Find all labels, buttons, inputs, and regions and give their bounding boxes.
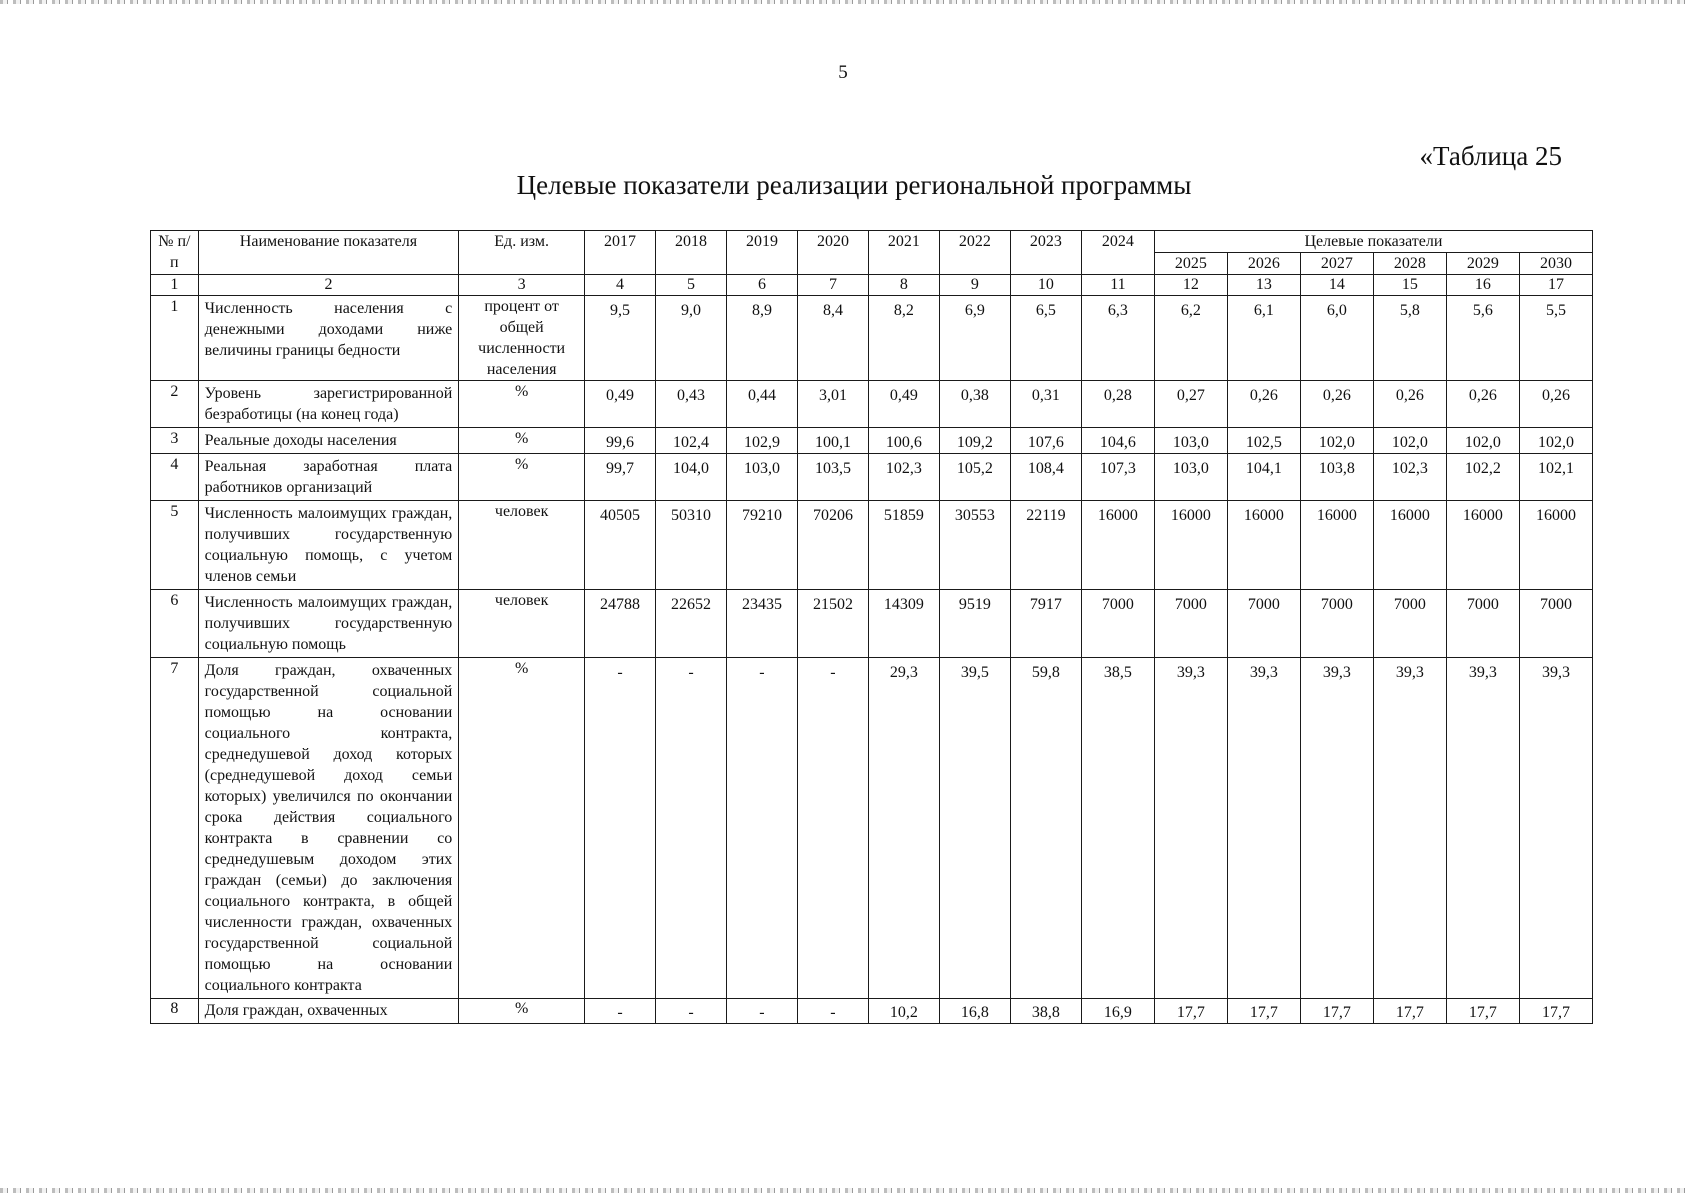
value-cell: 22652 xyxy=(655,590,726,658)
row-num: 3 xyxy=(151,428,199,454)
value-cell: 103,5 xyxy=(797,454,868,501)
header-target-year: 2027 xyxy=(1300,253,1373,275)
unit: % xyxy=(459,658,585,999)
value-cell: 99,6 xyxy=(585,428,656,454)
value-cell: 17,7 xyxy=(1154,999,1227,1024)
value-cell: - xyxy=(726,658,797,999)
row-num: 2 xyxy=(151,381,199,428)
value-cell: 102,0 xyxy=(1373,428,1446,454)
value-cell: 39,5 xyxy=(939,658,1010,999)
value-cell: 0,26 xyxy=(1227,381,1300,428)
row-num: 4 xyxy=(151,454,199,501)
header-target-group: Целевые показатели xyxy=(1154,231,1592,253)
column-number: 17 xyxy=(1519,275,1592,296)
value-cell: - xyxy=(585,999,656,1024)
indicator-name: Уровень зарегистрированной безработицы (на конец года) xyxy=(198,381,459,428)
value-cell: 5,6 xyxy=(1446,296,1519,381)
header-year: 2021 xyxy=(868,231,939,275)
row-num: 5 xyxy=(151,501,199,590)
value-cell: 21502 xyxy=(797,590,868,658)
value-cell: 59,8 xyxy=(1010,658,1081,999)
value-cell: - xyxy=(655,658,726,999)
value-cell: 16000 xyxy=(1300,501,1373,590)
value-cell: 0,38 xyxy=(939,381,1010,428)
value-cell: 103,0 xyxy=(1154,454,1227,501)
table-row xyxy=(151,428,1593,454)
value-cell: 99,7 xyxy=(585,454,656,501)
value-cell: 108,4 xyxy=(1010,454,1081,501)
table-row xyxy=(151,590,1593,658)
indicator-name: Численность малоимущих граждан, получивших государственную социальную помощь xyxy=(198,590,459,658)
row-num: 1 xyxy=(151,296,199,381)
header-year: 2022 xyxy=(939,231,1010,275)
header-target-year: 2030 xyxy=(1519,253,1592,275)
value-cell: 16000 xyxy=(1081,501,1154,590)
unit: процент от общей численности населения xyxy=(459,296,585,381)
value-cell: 38,5 xyxy=(1081,658,1154,999)
value-cell: 100,1 xyxy=(797,428,868,454)
column-number: 8 xyxy=(868,275,939,296)
value-cell: 17,7 xyxy=(1373,999,1446,1024)
value-cell: 0,26 xyxy=(1373,381,1446,428)
value-cell: 16000 xyxy=(1373,501,1446,590)
value-cell: 103,0 xyxy=(726,454,797,501)
header-year: 2019 xyxy=(726,231,797,275)
value-cell: 7000 xyxy=(1300,590,1373,658)
value-cell: 0,26 xyxy=(1300,381,1373,428)
value-cell: 79210 xyxy=(726,501,797,590)
value-cell: 7000 xyxy=(1154,590,1227,658)
value-cell: 105,2 xyxy=(939,454,1010,501)
value-cell: 17,7 xyxy=(1300,999,1373,1024)
indicator-name: Численность населения с денежными доходами ниже величины границы бедности xyxy=(198,296,459,381)
column-number: 1 xyxy=(151,275,199,296)
column-number: 4 xyxy=(585,275,656,296)
value-cell: 7000 xyxy=(1081,590,1154,658)
value-cell: 22119 xyxy=(1010,501,1081,590)
row-num: 8 xyxy=(151,999,199,1024)
value-cell: 102,2 xyxy=(1446,454,1519,501)
value-cell: 51859 xyxy=(868,501,939,590)
value-cell: 104,1 xyxy=(1227,454,1300,501)
value-cell: 7000 xyxy=(1373,590,1446,658)
value-cell: 103,8 xyxy=(1300,454,1373,501)
value-cell: 0,31 xyxy=(1010,381,1081,428)
row-num: 7 xyxy=(151,658,199,999)
unit: % xyxy=(459,381,585,428)
value-cell: 23435 xyxy=(726,590,797,658)
value-cell: 5,8 xyxy=(1373,296,1446,381)
indicators-table xyxy=(150,230,1593,1024)
column-number: 6 xyxy=(726,275,797,296)
column-number: 11 xyxy=(1081,275,1154,296)
value-cell: 102,0 xyxy=(1446,428,1519,454)
value-cell: 102,0 xyxy=(1300,428,1373,454)
unit: человек xyxy=(459,501,585,590)
value-cell: 100,6 xyxy=(868,428,939,454)
indicator-name: Реальная заработная плата работников организаций xyxy=(198,454,459,501)
value-cell: 8,9 xyxy=(726,296,797,381)
value-cell: 9,0 xyxy=(655,296,726,381)
column-number: 14 xyxy=(1300,275,1373,296)
indicator-name: Реальные доходы населения xyxy=(198,428,459,454)
column-number: 15 xyxy=(1373,275,1446,296)
scan-edge-bottom xyxy=(0,1188,1686,1193)
value-cell: 17,7 xyxy=(1227,999,1300,1024)
value-cell: - xyxy=(655,999,726,1024)
value-cell: 0,27 xyxy=(1154,381,1227,428)
value-cell: 0,28 xyxy=(1081,381,1154,428)
value-cell: 107,3 xyxy=(1081,454,1154,501)
table-row xyxy=(151,454,1593,501)
table-row xyxy=(151,658,1593,999)
value-cell: 6,1 xyxy=(1227,296,1300,381)
value-cell: 3,01 xyxy=(797,381,868,428)
header-target-year: 2028 xyxy=(1373,253,1446,275)
value-cell: 102,1 xyxy=(1519,454,1592,501)
value-cell: - xyxy=(797,658,868,999)
value-cell: 107,6 xyxy=(1010,428,1081,454)
value-cell: 39,3 xyxy=(1519,658,1592,999)
value-cell: - xyxy=(726,999,797,1024)
table-row xyxy=(151,501,1593,590)
value-cell: 7000 xyxy=(1519,590,1592,658)
column-number: 9 xyxy=(939,275,1010,296)
header-target-year: 2026 xyxy=(1227,253,1300,275)
value-cell: 16,9 xyxy=(1081,999,1154,1024)
value-cell: 50310 xyxy=(655,501,726,590)
row-num: 6 xyxy=(151,590,199,658)
value-cell: 6,9 xyxy=(939,296,1010,381)
column-number: 13 xyxy=(1227,275,1300,296)
value-cell: - xyxy=(585,658,656,999)
value-cell: 0,49 xyxy=(585,381,656,428)
value-cell: 39,3 xyxy=(1300,658,1373,999)
value-cell: 7000 xyxy=(1446,590,1519,658)
value-cell: 39,3 xyxy=(1446,658,1519,999)
column-number: 2 xyxy=(198,275,459,296)
header-target-year: 2025 xyxy=(1154,253,1227,275)
value-cell: - xyxy=(797,999,868,1024)
value-cell: 102,3 xyxy=(868,454,939,501)
value-cell: 102,0 xyxy=(1519,428,1592,454)
value-cell: 9519 xyxy=(939,590,1010,658)
header-row xyxy=(151,231,1593,253)
unit: человек xyxy=(459,590,585,658)
column-number: 12 xyxy=(1154,275,1227,296)
value-cell: 70206 xyxy=(797,501,868,590)
value-cell: 5,5 xyxy=(1519,296,1592,381)
table-label: «Таблица 25 xyxy=(1419,141,1562,171)
column-numbers-row xyxy=(151,275,1593,296)
value-cell: 8,4 xyxy=(797,296,868,381)
value-cell: 16000 xyxy=(1154,501,1227,590)
header-year: 2018 xyxy=(655,231,726,275)
document-title: Целевые показатели реализации региональной программы xyxy=(516,170,1192,200)
value-cell: 39,3 xyxy=(1373,658,1446,999)
value-cell: 6,3 xyxy=(1081,296,1154,381)
value-cell: 17,7 xyxy=(1446,999,1519,1024)
value-cell: 109,2 xyxy=(939,428,1010,454)
value-cell: 29,3 xyxy=(868,658,939,999)
value-cell: 30553 xyxy=(939,501,1010,590)
header-year: 2023 xyxy=(1010,231,1081,275)
value-cell: 16,8 xyxy=(939,999,1010,1024)
value-cell: 6,2 xyxy=(1154,296,1227,381)
value-cell: 104,0 xyxy=(655,454,726,501)
value-cell: 0,49 xyxy=(868,381,939,428)
value-cell: 6,0 xyxy=(1300,296,1373,381)
value-cell: 102,3 xyxy=(1373,454,1446,501)
value-cell: 16000 xyxy=(1519,501,1592,590)
value-cell: 7000 xyxy=(1227,590,1300,658)
column-number: 5 xyxy=(655,275,726,296)
indicator-name: Доля граждан, охваченных государственной социальной помощью на основании социального контракта, среднедушевой доход которых (среднедушевой доход семьи которых) увеличился по окончании срока действия социального контракта в сравнении со среднедушевым доходом этих граждан (семьи) до заключения социального контракта, в общей численности граждан, охваченных государственной социальной помощью на основании социального контракта xyxy=(198,658,459,999)
value-cell: 14309 xyxy=(868,590,939,658)
indicator-name: Доля граждан, охваченных xyxy=(198,999,459,1024)
value-cell: 39,3 xyxy=(1227,658,1300,999)
column-number: 10 xyxy=(1010,275,1081,296)
column-number: 7 xyxy=(797,275,868,296)
table-row xyxy=(151,999,1593,1024)
page-number: 5 xyxy=(838,62,848,83)
value-cell: 38,8 xyxy=(1010,999,1081,1024)
value-cell: 16000 xyxy=(1227,501,1300,590)
value-cell: 24788 xyxy=(585,590,656,658)
value-cell: 103,0 xyxy=(1154,428,1227,454)
value-cell: 40505 xyxy=(585,501,656,590)
value-cell: 102,9 xyxy=(726,428,797,454)
value-cell: 16000 xyxy=(1446,501,1519,590)
header-year: 2024 xyxy=(1081,231,1154,275)
value-cell: 9,5 xyxy=(585,296,656,381)
value-cell: 39,3 xyxy=(1154,658,1227,999)
table-row xyxy=(151,381,1593,428)
value-cell: 17,7 xyxy=(1519,999,1592,1024)
value-cell: 8,2 xyxy=(868,296,939,381)
unit: % xyxy=(459,454,585,501)
value-cell: 0,43 xyxy=(655,381,726,428)
value-cell: 102,4 xyxy=(655,428,726,454)
header-year: 2020 xyxy=(797,231,868,275)
header-num: № п/п xyxy=(151,231,199,275)
indicator-name: Численность малоимущих граждан, получивших государственную социальную помощь, с учетом членов семьи xyxy=(198,501,459,590)
header-name: Наименование показателя xyxy=(198,231,459,275)
value-cell: 0,44 xyxy=(726,381,797,428)
header-year: 2017 xyxy=(585,231,656,275)
unit: % xyxy=(459,999,585,1024)
table-row xyxy=(151,296,1593,381)
header-target-year: 2029 xyxy=(1446,253,1519,275)
value-cell: 10,2 xyxy=(868,999,939,1024)
unit: % xyxy=(459,428,585,454)
header-unit: Ед. изм. xyxy=(459,231,585,275)
value-cell: 0,26 xyxy=(1446,381,1519,428)
scan-edge-top xyxy=(0,0,1686,4)
value-cell: 0,26 xyxy=(1519,381,1592,428)
value-cell: 104,6 xyxy=(1081,428,1154,454)
value-cell: 6,5 xyxy=(1010,296,1081,381)
column-number: 16 xyxy=(1446,275,1519,296)
value-cell: 102,5 xyxy=(1227,428,1300,454)
value-cell: 7917 xyxy=(1010,590,1081,658)
column-number: 3 xyxy=(459,275,585,296)
